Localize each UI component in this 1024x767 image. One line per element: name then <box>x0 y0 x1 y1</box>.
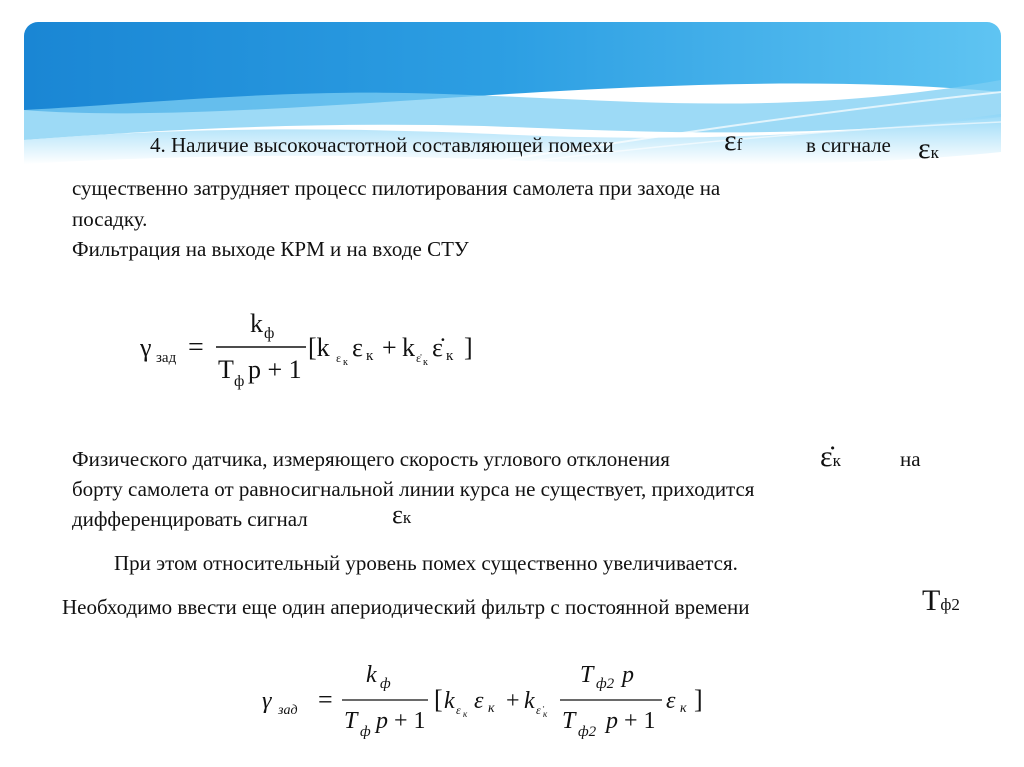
para2-line3: дифференцировать сигнал <box>72 507 308 531</box>
f2-sub-k-small: к <box>463 709 468 719</box>
f2-den-T: T <box>344 708 358 734</box>
f1-bracket-close: ] <box>464 333 473 362</box>
f1-plus: + <box>382 333 397 362</box>
eps-k-symbol <box>918 132 939 166</box>
T-sub-phi2: ф2 <box>940 595 960 614</box>
para1-line1: 4. Наличие высокочастотной составляющей помехи <box>150 133 614 157</box>
eps-dot-glyph: ε̇ <box>820 440 833 473</box>
f2-den2-p: p <box>606 708 618 734</box>
f1-sub-zad: зад <box>156 350 177 366</box>
f2-bracket-open: [ <box>434 685 443 714</box>
formula-1 <box>140 298 500 398</box>
para1-line2: существенно затрудняет процесс пилотирования самолета при заходе на <box>72 176 721 200</box>
T-glyph: T <box>922 584 941 617</box>
para3-line2: Необходимо ввести еще один апериодический фильтр с постоянной времени <box>62 595 750 619</box>
f2-sub-k-small-2: к <box>543 709 548 719</box>
eps-glyph: ε <box>918 132 931 165</box>
f1-sub-k-small: к <box>343 357 348 368</box>
f2-num-p: p <box>622 662 634 688</box>
f1-gamma: γ <box>140 333 152 362</box>
f1-sub-eps-dot: ε̇ <box>416 351 422 365</box>
para2-line2: борту самолета от равносигнальной линии курса не существует, приходится <box>72 477 755 501</box>
f2-eq: = <box>318 685 333 714</box>
f2-den2-T: T <box>562 708 576 734</box>
f2-gamma: γ <box>262 688 272 714</box>
eps-sub-f: f <box>736 135 743 154</box>
f2-eps-end-sub-k: к <box>680 701 687 716</box>
f2-num-sub: ф <box>380 676 391 692</box>
f2-eps-sub-k: к <box>488 701 495 716</box>
f1-den-T: T <box>218 355 234 384</box>
f1-k2: k <box>402 333 415 362</box>
f2-plus: + <box>506 688 520 714</box>
eps-sub-k: к <box>930 143 939 162</box>
f2-bracket-close: ] <box>694 685 703 714</box>
eps-sub-k: к <box>402 508 412 527</box>
eps-k-symbol-2 <box>392 500 411 530</box>
f1-eps: ε <box>352 333 363 362</box>
f2-sub-eps-dot: ε̇ <box>536 703 541 717</box>
f1-num-k: k <box>250 309 263 338</box>
f1-bracket-open: [k <box>308 333 330 362</box>
f2-num-sub-phi2: ф2 <box>596 676 615 692</box>
f1-eps-dot: ε̇ <box>432 333 443 362</box>
f1-num-sub: ф <box>264 325 275 342</box>
f1-den-rest: p + 1 <box>248 355 302 384</box>
para1-line3: посадку. <box>72 207 148 231</box>
f2-den2-sub: ф2 <box>578 724 597 740</box>
f2-eps-end: ε <box>666 688 676 714</box>
f2-den-p: p <box>376 708 388 734</box>
eps-dot-sub-k: к <box>832 451 841 470</box>
f2-den2-plus1: + 1 <box>624 708 656 734</box>
f2-eps: ε <box>474 688 484 714</box>
para1-line1-mid: в сигнале <box>806 133 891 157</box>
f2-num-k: k <box>366 662 377 688</box>
para2-line1-end: на <box>900 447 921 471</box>
f2-k1: k <box>444 688 455 714</box>
f1-den-sub: ф <box>234 373 245 390</box>
para1-line4: Фильтрация на выходе КРМ и на входе СТУ <box>72 237 469 261</box>
eps-glyph: ε <box>392 500 403 529</box>
eps-dot-k-symbol <box>820 440 841 474</box>
f2-num-T2: T <box>580 662 594 688</box>
T-phi2-symbol <box>922 584 960 618</box>
f2-plus1: + 1 <box>394 708 426 734</box>
eps-f-symbol <box>724 124 742 158</box>
f2-sub-zad: зад <box>278 703 298 718</box>
para3-line1: При этом относительный уровень помех существенно увеличивается. <box>114 551 738 575</box>
f2-k2: k <box>524 688 535 714</box>
f1-eps-sub-k: к <box>366 348 374 364</box>
f2-sub-eps: ε <box>456 703 461 717</box>
formula-2 <box>262 650 712 755</box>
f1-sub-k-small-2: к <box>423 357 428 368</box>
f1-sub-eps: ε <box>336 351 342 365</box>
f2-den-sub: ф <box>360 724 371 740</box>
f1-eps-dot-sub-k: к <box>446 348 454 364</box>
para2-line1: Физического датчика, измеряющего скорость углового отклонения <box>72 447 670 471</box>
eps-glyph: ε <box>724 124 737 157</box>
f1-eq: = <box>188 332 204 363</box>
